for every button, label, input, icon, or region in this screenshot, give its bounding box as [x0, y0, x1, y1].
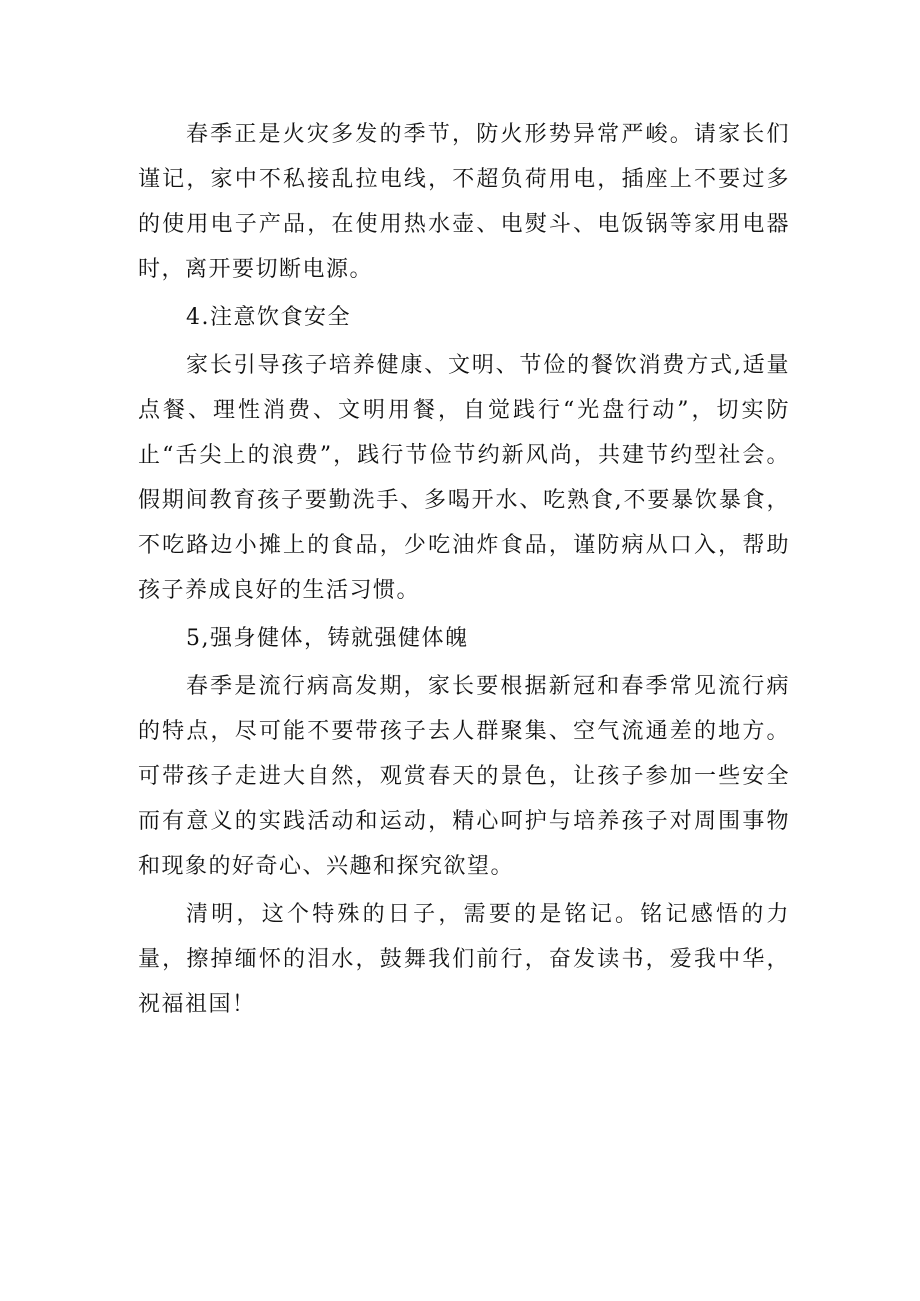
- paragraph-fire-safety: 春季正是火灾多发的季节，防火形势异常严峻。请家长们谨记，家中不私接乱拉电线，不超负荷用电，插座上不要过多的使用电子产品，在使用热水壶、电熨斗、电饭锅等家用电器时，离开要切断电源。: [138, 122, 790, 282]
- section-heading-food-safety: 4.注意饮食安全: [186, 305, 351, 330]
- paragraph-food-safety: 家长引导孩子培养健康、文明、节俭的餐饮消费方式,适量点餐、理性消费、文明用餐，自觉践行“光盘行动”，切实防止“舌尖上的浪费”，践行节俭节约新风尚，共建节约型社会。假期间教育孩子要勤洗手、多喝开水、吃熟食,不要暴饮暴食，不吃路边小摊上的食品，少吃油炸食品，谨防病从口入，帮助孩子养成良好的生活习惯。: [138, 353, 790, 603]
- paragraph-closing: 清明，这个特殊的日子，需要的是铭记。铭记感悟的力量，擦掉缅怀的泪水，鼓舞我们前行，奋发读书，爱我中华，祝福祖国！: [138, 902, 790, 1017]
- paragraph-fitness: 春季是流行病高发期，家长要根据新冠和春季常见流行病的特点，尽可能不要带孩子去人群聚集、空气流通差的地方。可带孩子走进大自然，观赏春天的景色，让孩子参加一些安全而有意义的实践活动和运动，精心呵护与培养孩子对周围事物和现象的好奇心、兴趣和探究欲望。: [138, 674, 790, 879]
- section-heading-fitness: 5,强身健体，铸就强健体魄: [186, 626, 469, 651]
- document-body: [138, 112, 790, 1030]
